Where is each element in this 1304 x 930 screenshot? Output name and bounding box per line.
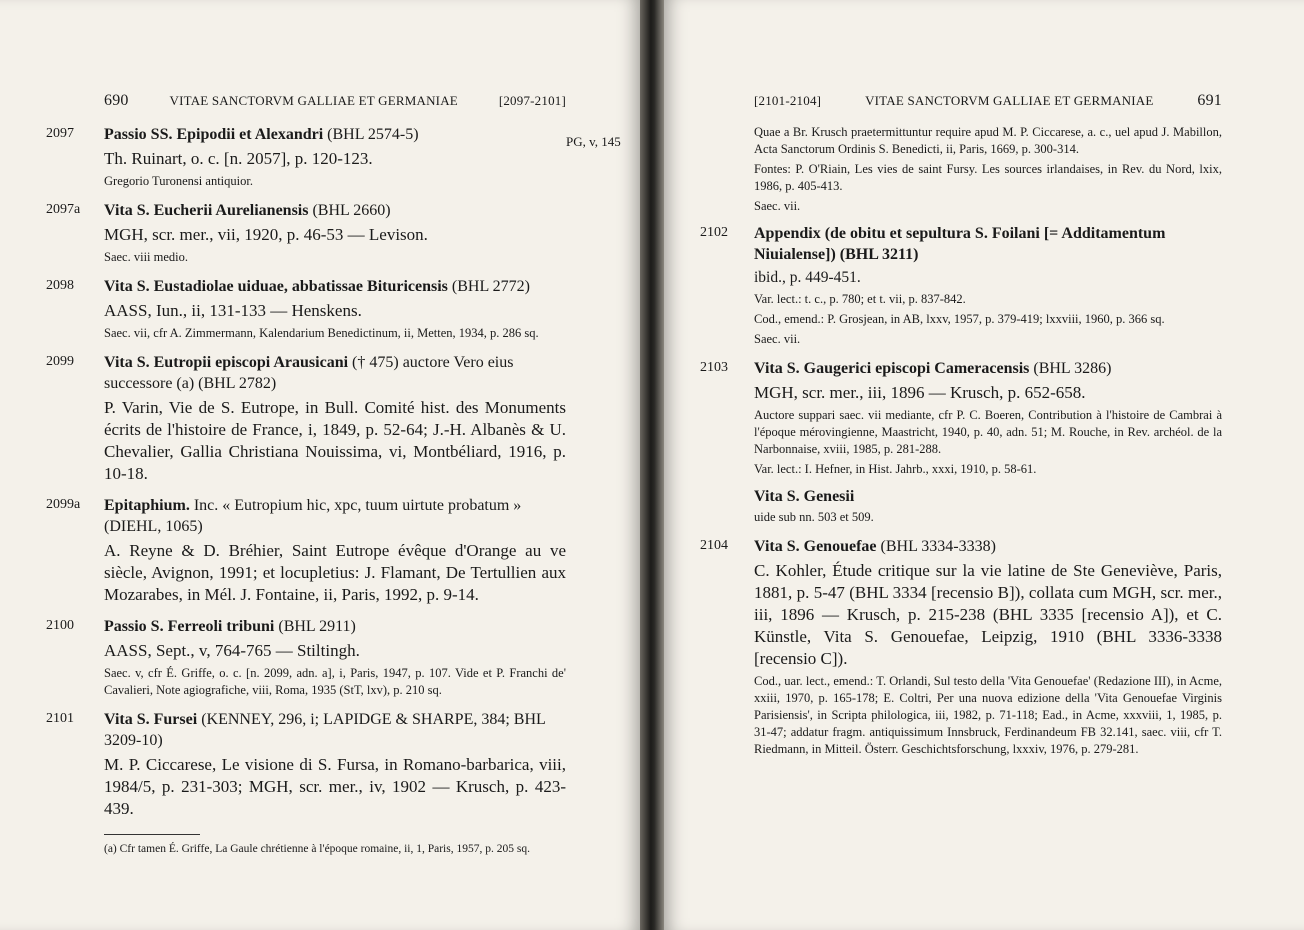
entry-2098 <box>46 276 566 342</box>
entry-2097 <box>46 124 566 190</box>
entry-title-line <box>754 358 1222 379</box>
entry-ref: (BHL 2660) <box>312 202 391 219</box>
entry-title-line <box>104 352 566 394</box>
entry-ref: (BHL 3334-3338) <box>880 538 996 555</box>
left-page-number: 690 <box>104 92 129 109</box>
margin-note: PG, v, 145 <box>566 134 621 149</box>
right-header-title: VITAE SANCTORVM GALLIAE ET GERMANIAE <box>865 93 1154 108</box>
entry-note: Saec. v, cfr É. Griffe, o. c. [n. 2099, adn. a], i, Paris, 1947, p. 107. Vide et P. Franchi de' Cavalieri, Note agiografiche, viii, Roma, 1935 (StT, lxv), p. 210 sq. <box>104 666 566 697</box>
entry-number: 2101 <box>46 711 74 726</box>
entry-2097a <box>46 200 566 266</box>
entry-title-line <box>104 200 566 221</box>
entry-citation: C. Kohler, Étude critique sur la vie latine de Ste Geneviève, Paris, 1881, p. 5-47 (BHL 3334 [recensio B]), collata cum MGH, scr. mer., iii, 1896 — Krusch, p. 215-238 (BHL 3335 [recensio A]), et C. Künstle, Vita S. Genouefae, Leipzig, 1910 (BHL 3336-3338 [recensio C]). <box>754 561 1222 668</box>
entry-citation: A. Reyne & D. Bréhier, Saint Eutrope évêque d'Orange au ve siècle, Avignon, 1991; et locupletius: J. Flamant, De Tertullien aux Mozarabes, in Mél. J. Fontaine, ii, Paris, 1992, p. 9-14. <box>104 541 566 604</box>
entry-2101 <box>46 709 566 820</box>
entry-note: uide sub nn. 503 et 509. <box>754 510 874 524</box>
fontes-note: Fontes: P. O'Riain, Les vies de saint Fursy. Les sources irlandaises, in Rev. du Nord, lxix, 1986, p. 405-413. <box>754 162 1222 193</box>
entry-2103 <box>700 358 1222 478</box>
entry-title: Vita S. Genouefae <box>754 538 877 555</box>
left-header-title: VITAE SANCTORVM GALLIAE ET GERMANIAE <box>169 93 458 108</box>
entry-citation: P. Varin, Vie de S. Eutrope, in Bull. Comité hist. des Monuments écrits de l'histoire de France, i, 1849, p. 52-64; J.-H. Albanès & U. Chevalier, Gallia Christiana Nouissima, vi, Montbéliard, 1916, p. 10-18. <box>104 398 566 483</box>
left-entries <box>46 124 566 857</box>
right-running-head <box>754 92 1222 110</box>
entry-citation: AASS, Sept., v, 764-765 — Stiltingh. <box>104 641 360 660</box>
entry-title: Epitaphium. <box>104 497 190 514</box>
entry-title-line <box>754 223 1222 265</box>
continuation <box>754 124 1222 215</box>
entry-number: 2099a <box>46 497 81 512</box>
entry-citation: MGH, scr. mer., vii, 1920, p. 46-53 — Levison. <box>104 225 428 244</box>
entry-title-line <box>104 709 566 751</box>
footnote-rule <box>104 834 200 835</box>
entry-ref: (BHL 3286) <box>1033 360 1112 377</box>
entry-number: 2102 <box>700 225 728 240</box>
lead-text: Quae a Br. Krusch praetermittuntur require apud M. P. Ciccarese, a. c., uel apud J. Mabillon, Acta Sanctorum Ordinis S. Benedicti, ii, Paris, 1669, p. 300-314. <box>754 125 1222 156</box>
entry-title-line <box>754 536 1222 557</box>
entry-title-line <box>104 495 566 537</box>
book-gutter <box>640 0 664 930</box>
entry-note: Gregorio Turonensi antiquior. <box>104 174 253 188</box>
entry-title: Appendix (de obitu et sepultura S. Foilani [= Additamentum Niuialense]) (BHL 3211) <box>754 225 1166 263</box>
left-header-range: [2097-2101] <box>498 93 566 108</box>
entry-codices: Cod., emend.: P. Grosjean, in AB, lxxv, 1957, p. 379-419; lxxviii, 1960, p. 366 sq. <box>754 312 1165 326</box>
entry-title: Passio SS. Epipodii et Alexandri <box>104 126 324 143</box>
entry-ref: (BHL 2574-5) <box>327 126 419 143</box>
entry-title-line <box>104 124 566 145</box>
entry-title: Vita S. Eustadiolae uiduae, abbatissae Bituricensis <box>104 278 448 295</box>
entry-variant: Var. lect.: I. Hefner, in Hist. Jahrb., xxxi, 1910, p. 58-61. <box>754 462 1037 476</box>
entry-title: Vita S. Gaugerici episcopi Cameracensis <box>754 360 1030 377</box>
right-entries <box>700 124 1222 768</box>
entry-ref: Inc. « Eutropium hic, xpc, tuum uirtute probatum » (DIEHL, 1065) <box>104 497 522 535</box>
entry-note: Saec. vii. <box>754 332 801 346</box>
saec-note: Saec. vii. <box>754 199 801 213</box>
entry-2102 <box>700 223 1222 348</box>
entry-number: 2099 <box>46 354 74 369</box>
entry-citation: Th. Ruinart, o. c. [n. 2057], p. 120-123. <box>104 149 373 168</box>
right-page-number: 691 <box>1197 92 1222 109</box>
right-header-range: [2101-2104] <box>754 93 822 108</box>
entry-number: 2103 <box>700 360 728 375</box>
footnote: (a) Cfr tamen É. Griffe, La Gaule chrétienne à l'époque romaine, ii, 1, Paris, 1957, p. 205 sq. <box>104 843 530 855</box>
entry-citation: MGH, scr. mer., iii, 1896 — Krusch, p. 652-658. <box>754 383 1086 402</box>
entry-title: Passio S. Ferreoli tribuni <box>104 618 275 635</box>
entry-number: 2097a <box>46 202 81 217</box>
entry-number: 2098 <box>46 278 74 293</box>
entry-number: 2100 <box>46 618 74 633</box>
entry-title: Vita S. Eucherii Aurelianensis <box>104 202 309 219</box>
entry-title: Vita S. Eutropii episcopi Arausicani <box>104 354 349 371</box>
entry-title: Vita S. Fursei <box>104 711 198 728</box>
entry-note: Saec. vii, cfr A. Zimmermann, Kalendarium Benedictinum, ii, Metten, 1934, p. 286 sq. <box>104 326 539 340</box>
entry-title-line <box>104 276 566 297</box>
entry-number: 2104 <box>700 538 728 553</box>
entry-citation: M. P. Ciccarese, Le visione di S. Fursa, in Romano-barbarica, viii, 1984/5, p. 231-303; MGH, scr. mer., iv, 1902 — Krusch, p. 423-439. <box>104 755 566 818</box>
entry-2100 <box>46 616 566 699</box>
entry-2104 <box>700 536 1222 758</box>
entry-ref: (BHL 2772) <box>451 278 530 295</box>
right-page <box>664 0 1304 930</box>
entry-ref: (BHL 2911) <box>278 618 356 635</box>
entry-citation: AASS, Iun., ii, 131-133 — Henskens. <box>104 301 362 320</box>
entry-title: Vita S. Genesii <box>754 488 855 505</box>
left-page <box>0 0 640 930</box>
entry-note: Saec. viii medio. <box>104 250 189 264</box>
entry-ref: († 475) auctore Vero eius successore (a) (BHL 2782) <box>104 354 514 392</box>
entry-codices: Cod., uar. lect., emend.: T. Orlandi, Sul testo della 'Vita Genouefae' (Redazione III), in Acme, xxiii, 1970, p. 165-178; E. Coltri, Per una nuova edizione della 'Vita Genouefae Virginis Parisiensis', in Scripta philologica, iii, 1982, p. 71-118; Ead., in Acme, xxxviii, 1, 1985, p. 31-47; addatur fragm. antiquissimum Innsbruck, Ferdinandeum FB 32.141, saec. viii, cfr T. Riedmann, in Mitteil. Österr. Geschichtsforschung, lxxxiv, 1976, p. 279-281. <box>754 674 1222 756</box>
entry-number: 2097 <box>46 126 74 141</box>
entry-variant: Var. lect.: t. c., p. 780; et t. vii, p. 837-842. <box>754 292 966 306</box>
entry-ref: (KENNEY, 296, i; LAPIDGE & SHARPE, 384; BHL 3209-10) <box>104 711 546 749</box>
entry-title-line <box>104 616 566 637</box>
entry-2099 <box>46 352 566 485</box>
entry-2099a <box>46 495 566 606</box>
entry-genesii <box>754 488 1222 526</box>
left-running-head <box>104 92 566 110</box>
entry-citation: ibid., p. 449-451. <box>754 269 861 286</box>
entry-note: Auctore suppari saec. vii mediante, cfr P. C. Boeren, Contribution à l'histoire de Cambrai à l'époque mérovingienne, Maastricht, 1940, p. 40, adn. 51; M. Rouche, in Rev. archéol. de la Narbonnaise, xviii, 1985, p. 281-288. <box>754 408 1222 456</box>
